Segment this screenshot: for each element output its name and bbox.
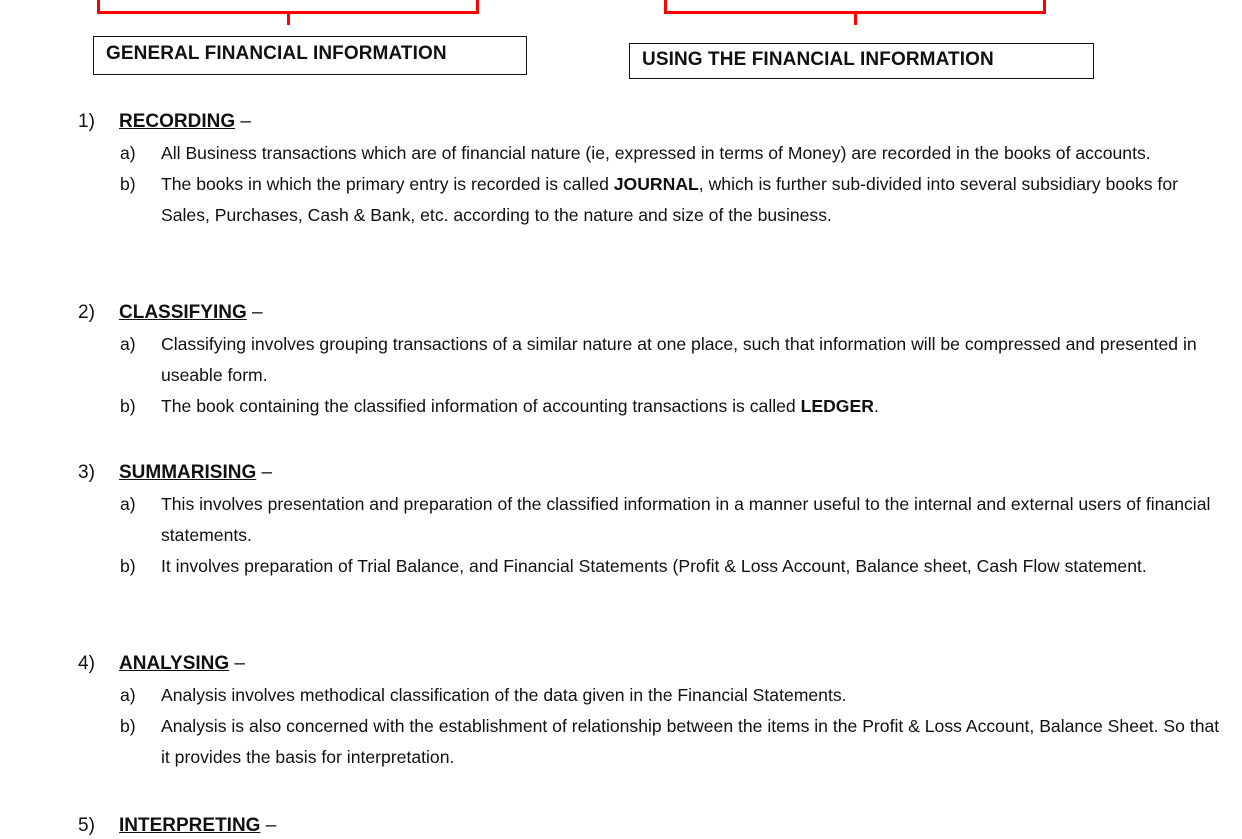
section-number: 1) [78, 111, 95, 132]
list-item: b) The book containing the classified information of accounting transactions is called LEDGER. [120, 396, 879, 416]
section-number: 4) [78, 653, 95, 674]
section-title: 1) RECORDING – [78, 109, 1228, 135]
section-name: INTERPRETING [119, 815, 261, 836]
section-analysing [78, 651, 1228, 773]
section-title: 3) SUMMARISING – [78, 460, 1228, 486]
list-item: a) This involves presentation and preparation of the classified information in a manner useful to the internal and external users of financial statements. [120, 494, 1211, 545]
list-item: b) Analysis is also concerned with the establishment of relationship between the items in the Profit & Loss Account, Balance Sheet. So that it provides the basis for interpretation. [120, 716, 1220, 767]
section-name: CLASSIFYING [119, 302, 247, 323]
section-name: SUMMARISING [119, 462, 257, 483]
list-item: b) It involves preparation of Trial Balance, and Financial Statements (Profit & Loss Account, Balance sheet, Cash Flow statement. [120, 556, 1147, 576]
list-item: a) All Business transactions which are of financial nature (ie, expressed in terms of Money) are recorded in the books of accounts. [120, 143, 1151, 163]
section-number: 5) [78, 815, 95, 836]
section-title: 5) INTERPRETING – [78, 813, 1228, 839]
section-title: 4) ANALYSING – [78, 651, 1228, 677]
section-name: ANALYSING [119, 653, 230, 674]
list-item: a) Analysis involves methodical classification of the data given in the Financial Statements. [120, 685, 847, 705]
using-financial-information-box: USING THE FINANCIAL INFORMATION [629, 43, 1094, 79]
list-item: b) The books in which the primary entry is recorded is called JOURNAL, which is further sub-divided into several subsidiary books for Sales, Purchases, Cash & Bank, etc. according to the nature and size of the business. [120, 174, 1178, 225]
section-number: 2) [78, 302, 95, 323]
list-item: a) Classifying involves grouping transactions of a similar nature at one place, such that information will be compressed and presented in useable form. [120, 334, 1197, 385]
general-financial-information-box: GENERAL FINANCIAL INFORMATION [93, 36, 527, 75]
red-bracket-left [97, 0, 479, 14]
section-recording [78, 109, 1228, 231]
section-classifying [78, 300, 1228, 422]
section-summarising [78, 460, 1228, 582]
section-name: RECORDING [119, 111, 236, 132]
section-interpreting [78, 813, 1228, 839]
red-bracket-right [664, 0, 1046, 14]
section-title: 2) CLASSIFYING – [78, 300, 1228, 326]
section-number: 3) [78, 462, 95, 483]
